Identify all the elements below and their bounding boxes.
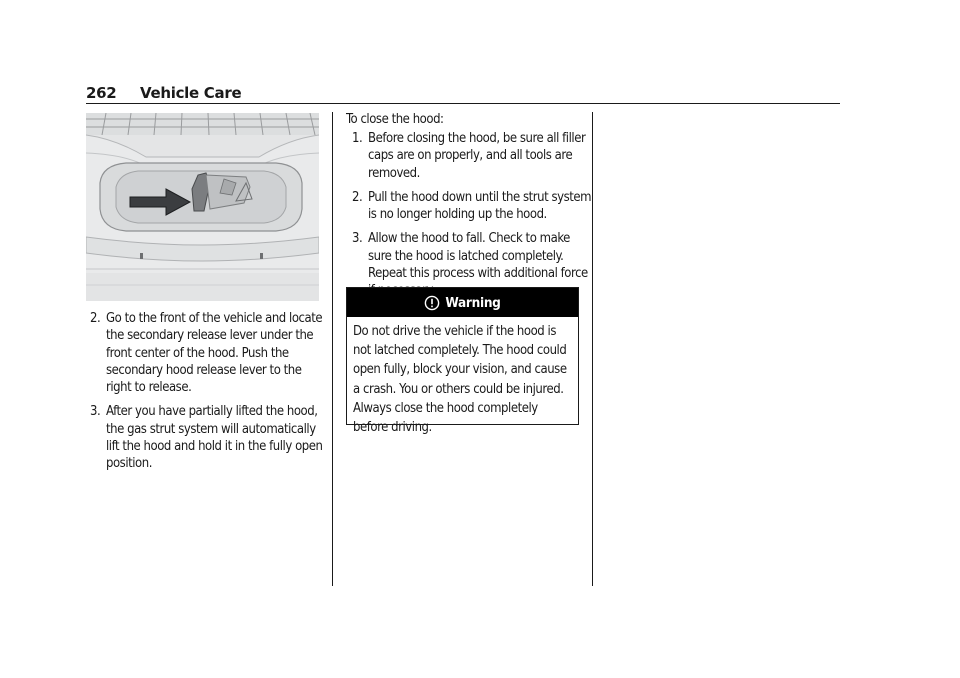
step-text: Pull the hood down until the strut system is no longer holding up the hood. xyxy=(368,189,592,223)
step-text: After you have partially lifted the hood, the gas strut system will automatically lift the hood and hold it in the fully open position. xyxy=(106,404,323,472)
step-text: Allow the hood to fall. Check to make sure the hood is latched completely. Repeat this process with additional force xyxy=(368,231,588,282)
close-hood-intro: To close the hood: xyxy=(346,112,444,127)
step-number: 2. xyxy=(90,311,101,326)
list-item xyxy=(90,403,328,472)
warning-exclamation-icon xyxy=(424,295,440,311)
step-text: Go to the front of the vehicle and locate the secondary release lever under the front center of the hood. Push the secondary hood release lever to the right to release. xyxy=(106,311,323,396)
section-title: Vehicle Care xyxy=(140,84,242,102)
right-step-list xyxy=(352,130,592,307)
step-number: 1. xyxy=(352,131,363,146)
list-item xyxy=(352,130,592,182)
page-number: 262 xyxy=(86,84,117,102)
step-number: 3. xyxy=(90,404,101,420)
list-item xyxy=(90,310,328,396)
step-text: Before closing the hood, be sure all filler caps are on properly, and all tools are removed. xyxy=(368,131,586,181)
hood-release-lever-illustration xyxy=(86,113,319,301)
list-item xyxy=(352,189,592,224)
warning-title: Warning xyxy=(445,294,501,311)
step-number: 3. xyxy=(352,231,363,247)
warning-header xyxy=(347,288,578,317)
left-step-list xyxy=(90,310,328,480)
header-rule xyxy=(86,103,840,104)
step-number: 2. xyxy=(352,189,363,205)
warning-box xyxy=(346,287,579,436)
column-divider xyxy=(592,112,593,586)
page-header xyxy=(86,84,840,104)
warning-body: Do not drive the vehicle if the hood is not latched completely. The hood could open fully, block your vision, and cause a crash. You or others could be injured. Always close the hood completely before driving. xyxy=(353,324,567,436)
column-divider xyxy=(332,112,333,586)
